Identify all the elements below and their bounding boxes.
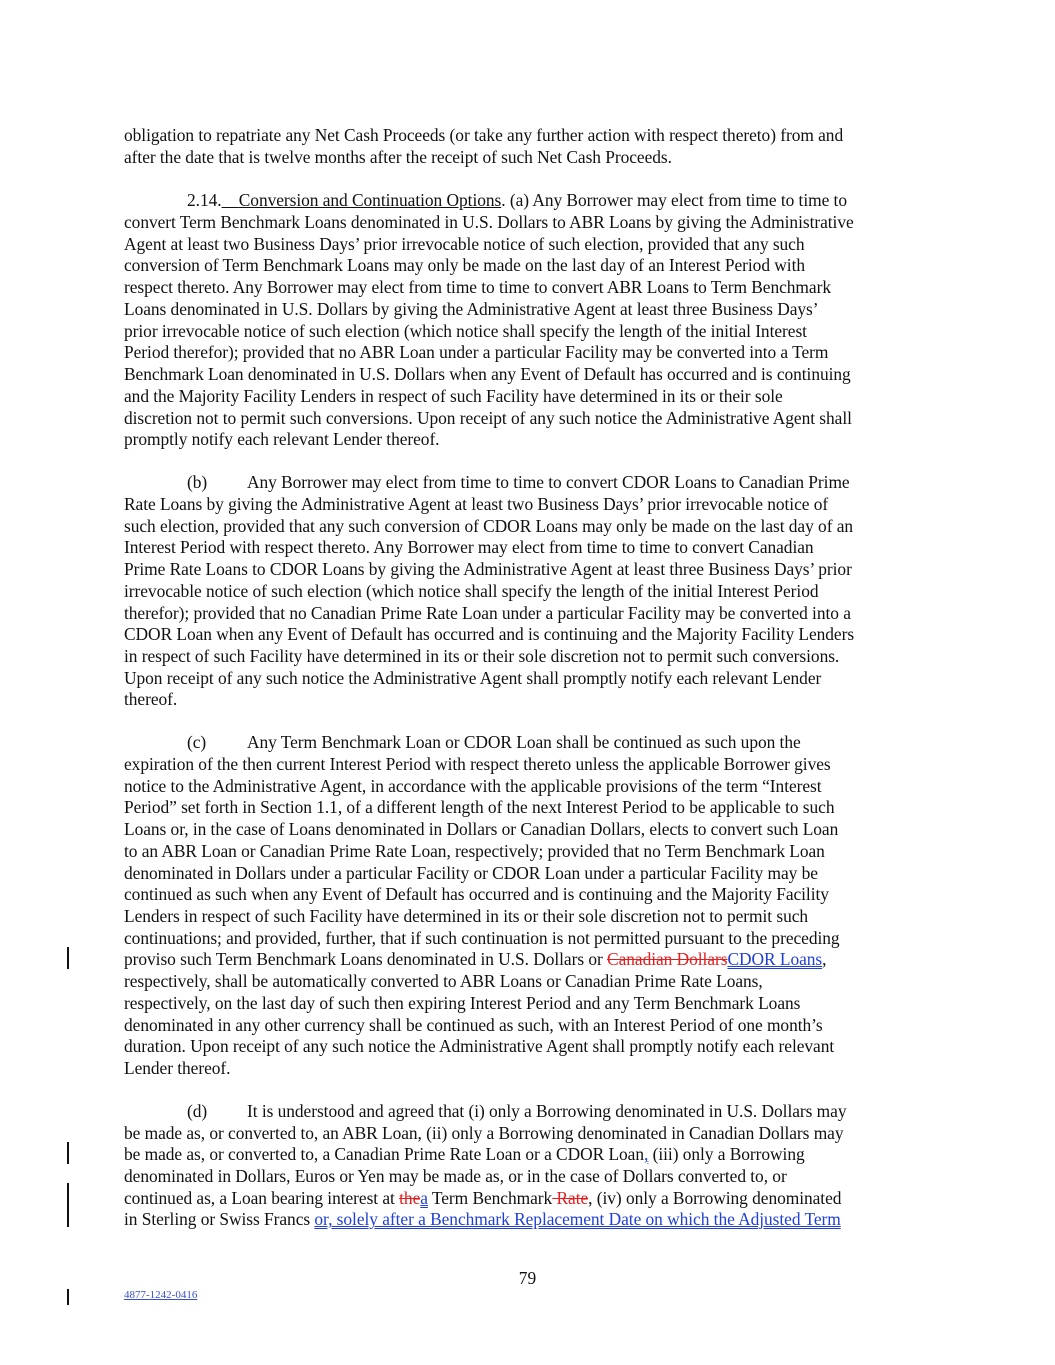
para-a-line: respect thereto. Any Borrower may elect from time to time to convert ABR Loans to Term Benchmark	[124, 277, 831, 297]
section-heading-line	[187, 189, 847, 211]
para-d-label: (d)	[187, 1101, 208, 1121]
para-c-line: respectively, shall be automatically converted to ABR Loans or Canadian Prime Rate Loans,	[124, 971, 763, 991]
para-d-redline-line: in Sterling or Swiss Francs or, solely after a Benchmark Replacement Date on which the Adjusted Term	[124, 1209, 841, 1229]
inserted-text: CDOR Loans	[727, 949, 823, 969]
para-c-line: continued as such when any Event of Default has occurred and is continuing and the Majority Facility	[124, 884, 829, 904]
para-a-line: prior irrevocable notice of such election (which notice shall specify the length of the initial Interest	[124, 321, 807, 341]
para-b-line: thereof.	[124, 689, 178, 709]
para-b-line: Upon receipt of any such notice the Administrative Agent shall promptly notify each relevant Lender	[124, 668, 822, 688]
para-c-line: expiration of the then current Interest Period with respect thereto unless the applicable Borrower gives	[124, 754, 831, 774]
intro-line: obligation to repatriate any Net Cash Proceeds (or take any further action with respect thereto) from and	[124, 125, 844, 145]
para-c-redline-line: proviso such Term Benchmark Loans denominated in U.S. Dollars or Canadian DollarsCDOR Loans,	[124, 949, 827, 969]
para-b-line: Rate Loans by giving the Administrative Agent at least two Business Days’ prior irrevocable notice of	[124, 494, 829, 514]
change-bar	[67, 1289, 69, 1305]
para-c-line: denominated in Dollars under a particular Facility or CDOR Loan under a particular Facility may be	[124, 863, 818, 883]
para-d-redline-line: continued as, a Loan bearing interest at thea Term Benchmark Rate, (iv) only a Borrowing denominated	[124, 1188, 842, 1208]
para-b-line: irrevocable notice of such election (which notice shall specify the length of the initial Interest Period	[124, 581, 819, 601]
deleted-text: Canadian Dollars	[607, 949, 728, 969]
para-d-line: be made as, or converted to, an ABR Loan, (ii) only a Borrowing denominated in Canadian Dollars may	[124, 1123, 844, 1143]
para-b-line: CDOR Loan when any Event of Default has occurred and is continuing and the Majority Facility Lenders	[124, 624, 855, 644]
para-c-line: Period” set forth in Section 1.1, of a different length of the next Interest Period to be applicable to such	[124, 797, 835, 817]
para-c-label: (c)	[187, 732, 207, 752]
section-number: 2.14.	[187, 190, 222, 210]
para-d-redline-line: be made as, or converted to, a Canadian Prime Rate Loan or a CDOR Loan, (iii) only a Borrowing	[124, 1144, 805, 1164]
para-b-first-line: (b) Any Borrower may elect from time to time to convert CDOR Loans to Canadian Prime	[187, 472, 850, 492]
para-a-line: and the Majority Facility Lenders in respect of such Facility have determined in its or their sole	[124, 386, 783, 406]
para-c-line: notice to the Administrative Agent, in accordance with the applicable provisions of the term “Interest	[124, 776, 822, 796]
document-id: 4877-1242-0416	[124, 1289, 198, 1301]
para-b-line: in respect of such Facility have determined in its or their sole discretion not to permit such conversions.	[124, 646, 840, 666]
para-b-line: therefor); provided that no Canadian Prime Rate Loan under a particular Facility may be converted into a	[124, 603, 851, 623]
inserted-text: or, solely after a Benchmark Replacement Date on which the Adjusted Term	[314, 1209, 841, 1229]
deleted-text: the	[399, 1188, 421, 1208]
section-title: Conversion and Continuation Options	[238, 190, 502, 210]
para-a-line: Benchmark Loan denominated in U.S. Dollars when any Event of Default has occurred and is continuing	[124, 364, 851, 384]
para-c-line: continuations; and provided, further, that if such continuation is not permitted pursuant to the preceding	[124, 928, 840, 948]
deleted-text: Rate	[552, 1188, 589, 1208]
para-c-line: Loans or, in the case of Loans denominated in Dollars or Canadian Dollars, elects to convert such Loan	[124, 819, 839, 839]
para-b-label: (b)	[187, 472, 208, 492]
para-c-line: Lenders in respect of such Facility have determined in its or their sole discretion not to permit such	[124, 906, 809, 926]
para-c-line: denominated in any other currency shall be continued as such, with an Interest Period of one month’s	[124, 1015, 823, 1035]
para-a-line: Period therefor); provided that no ABR Loan under a particular Facility may be converted into a Term	[124, 342, 829, 362]
intro-line: after the date that is twelve months after the receipt of such Net Cash Proceeds.	[124, 147, 672, 167]
para-d-first-line: (d) It is understood and agreed that (i) only a Borrowing denominated in U.S. Dollars may	[187, 1101, 847, 1121]
page-number: 79	[518, 1268, 537, 1288]
para-c-line: respectively, on the last day of such then expiring Interest Period and any Term Benchmark Loans	[124, 993, 801, 1013]
para-a-line: discretion not to permit such conversions. Upon receipt of any such notice the Administrative Agent shall	[124, 408, 852, 428]
para-c-line: duration. Upon receipt of any such notice the Administrative Agent shall promptly notify each relevant	[124, 1036, 835, 1056]
inserted-text: a	[420, 1188, 428, 1208]
change-bar	[67, 947, 69, 969]
change-bar	[67, 1142, 69, 1164]
para-a-line: conversion of Term Benchmark Loans may only be made on the last day of an Interest Period with	[124, 255, 805, 275]
para-b-line: Interest Period with respect thereto. Any Borrower may elect from time to time to convert Canadian	[124, 537, 814, 557]
inserted-text: ,	[644, 1144, 649, 1164]
para-c-line: to an ABR Loan or Canadian Prime Rate Loan, respectively; provided that no Term Benchmark Loan	[124, 841, 825, 861]
para-b-line: Prime Rate Loans to CDOR Loans by giving the Administrative Agent at least three Business Days’ prior	[124, 559, 852, 579]
para-a-line: Agent at least two Business Days’ prior irrevocable notice of such election, provided that any such	[124, 234, 805, 254]
para-a-line: convert Term Benchmark Loans denominated in U.S. Dollars to ABR Loans by giving the Administrative	[124, 212, 854, 232]
para-a-line: Loans denominated in U.S. Dollars by giving the Administrative Agent at least three Business Days’	[124, 299, 819, 319]
para-c-first-line: (c) Any Term Benchmark Loan or CDOR Loan shall be continued as such upon the	[187, 732, 801, 752]
para-a-line: promptly notify each relevant Lender thereof.	[124, 429, 440, 449]
section-first-line-rest: . (a) Any Borrower may elect from time to time to	[501, 190, 847, 210]
para-d-line: denominated in Dollars, Euros or Yen may be made as, or in the case of Dollars converted to, or	[124, 1166, 787, 1186]
para-b-line: such election, provided that any such conversion of CDOR Loans may only be made on the last day of an	[124, 516, 854, 536]
change-bar	[67, 1183, 69, 1227]
para-c-line: Lender thereof.	[124, 1058, 231, 1078]
